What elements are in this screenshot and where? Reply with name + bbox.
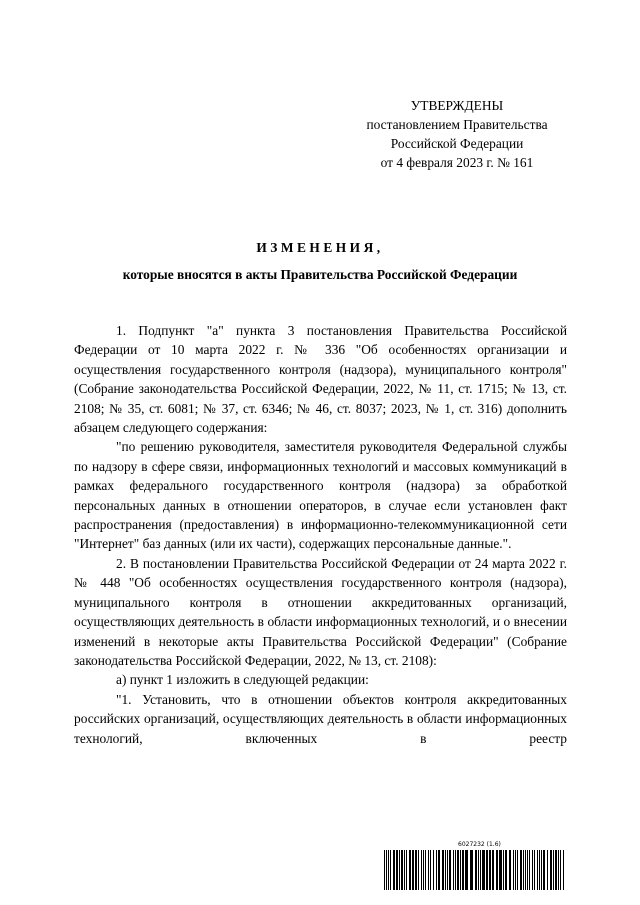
paragraph: 1. Подпункт "а" пункта 3 постановления Правительства Российской Федерации от 10 марта 2022 г. № 336 "Об особенностях организации и осуществления государственного контроля (надзора), муниципального контроля" (Собрание законодательства Российской Федерации, 2022, № 11, ст. 1715; № 13, ст. 2108; № 35, ст. 6081; № 37, ст. 6346; № 46, ст. 8037; 2023, № 1, ст. 316) дополнить абзацем следующего содержания: [74,323,567,436]
paragraph: 2. В постановлении Правительства Российской Федерации от 24 марта 2022 г. № 448 "Об особенностях осуществления государственного контроля (надзора), муниципального контроля в отношении аккредитованных организаций, осуществляющих деятельность в области информационных технологий, и о внесении изменений в некоторые акты Правительства Российской Федерации" (Собрание законодательства Российской Федерации, 2022, № 13, ст. 2108): [74,555,567,668]
approval-heading: УТВЕРЖДЕНЫ [410,98,504,113]
paragraph: "по решению руководителя, заместителя руководителя Федеральной службы по надзору в сфере связи, информационных технологий и массовых коммуникаций в рамках федерального государственного контроля (надзора) за обработкой персональных данных в отношении операторов, в случае если установлен факт распространения (предоставления) в информационно-телекоммуникационной сети "Интернет" баз данных (или их части), содержащих персональные данные.". [74,439,567,552]
barcode-icon [384,850,567,890]
barcode-number: 6027232 (1.6) [458,841,501,848]
approval-date: от 4 февраля 2023 г. № 161 [380,155,534,170]
paragraph: "1. Установить, что в отношении объектов контроля аккредитованных российских организаций, осуществляющих деятельность в области информационных технологий, включенных в реестр [74,691,567,746]
approval-line: Российской Федерации [390,136,524,151]
document-body [74,321,567,748]
document-title: ИЗМЕНЕНИЯ, [256,240,384,255]
paragraph: а) пункт 1 изложить в следующей редакции: [116,672,369,688]
document-subtitle: которые вносятся в акты Правительства Российской Федерации [122,267,518,282]
approval-block [352,96,562,172]
barcode-block [384,841,567,891]
approval-line: постановлением Правительства [366,117,548,132]
